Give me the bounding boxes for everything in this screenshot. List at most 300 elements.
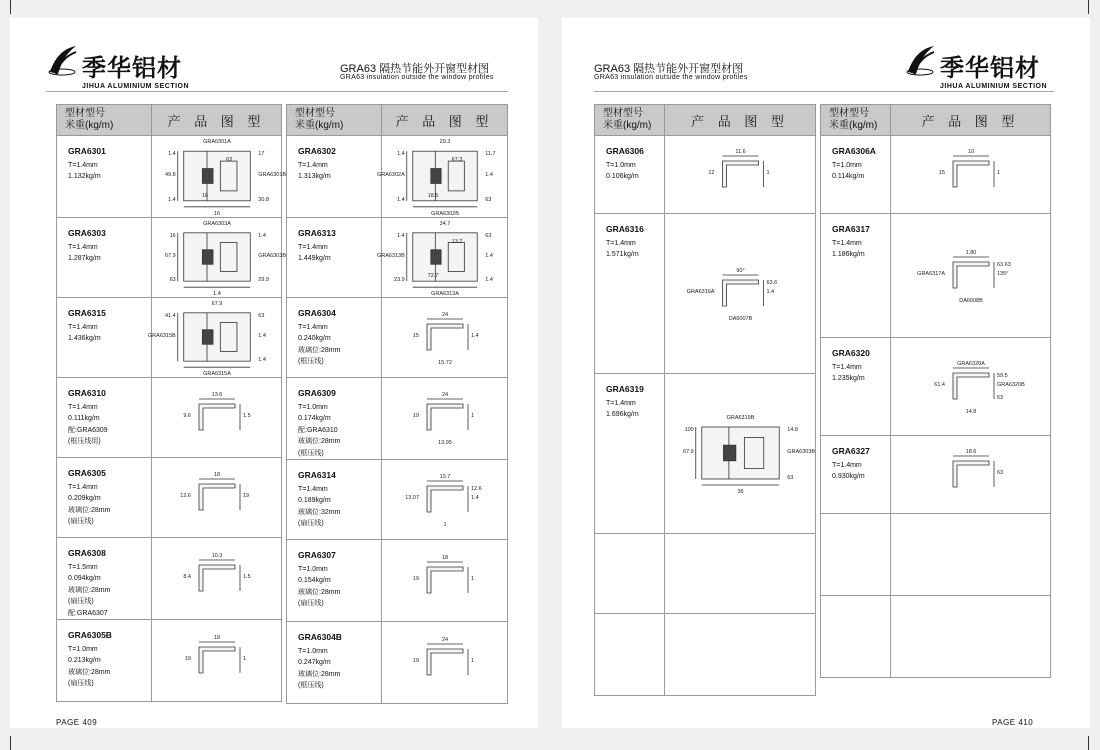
product-info-cell xyxy=(595,136,665,214)
profile-diagram xyxy=(376,218,507,298)
product-id: GRA6304B xyxy=(298,632,342,642)
dimension-label: 29.3 xyxy=(439,139,450,146)
profile-outline xyxy=(199,484,235,510)
dimension-label: 19 xyxy=(184,656,191,662)
product-id: GRA6307 xyxy=(298,550,336,560)
product-spec: 1.235kg/m xyxy=(832,375,865,382)
profile-diagram xyxy=(666,374,815,532)
dimension-label: 1.4 xyxy=(766,289,774,295)
dimension-label: 10.3 xyxy=(211,553,222,559)
product-spec: 0.114kg/m xyxy=(832,173,865,180)
label-header: 型材型号 米重(kg/m) xyxy=(821,105,891,136)
dimension-label: 1 xyxy=(242,656,246,662)
dimension-label: 1.4 xyxy=(396,196,405,203)
product-id: GRA6306A xyxy=(832,146,876,156)
product-info-cell xyxy=(287,298,382,378)
profile-diagram xyxy=(153,218,286,298)
product-spec: 1.571kg/m xyxy=(606,251,639,258)
product-info-cell xyxy=(821,338,891,436)
product-id: GRA6316 xyxy=(606,224,644,234)
profile-outline xyxy=(412,233,476,281)
product-spec: T=1.4mm xyxy=(832,363,862,371)
catalog-table-right-1 xyxy=(594,104,816,696)
thermal-strip xyxy=(202,330,213,345)
dimension-label: GRA6315A xyxy=(202,371,231,378)
dimension-label: 1.4 xyxy=(470,495,479,501)
dimension-label: 135° xyxy=(996,271,1008,277)
dimension-label: 11.7 xyxy=(484,151,496,158)
product-spec: 0.154kg/m xyxy=(298,577,331,584)
page-title: GRA63 隔热节能外开窗型材图 xyxy=(594,63,744,75)
profile-diagram-cell xyxy=(891,338,1051,436)
profile-diagram-cell xyxy=(152,218,286,298)
dimension-label: 24 xyxy=(441,312,448,318)
profile-outline xyxy=(427,486,463,512)
product-spec: 配:GRA6307 xyxy=(68,609,108,617)
product-spec: 0.240kg/m xyxy=(298,335,331,342)
profile-diagram-cell xyxy=(382,540,508,622)
product-spec: 配:GRA6310 xyxy=(298,426,338,434)
product-info-cell xyxy=(821,436,891,514)
product-spec: T=1.0mm xyxy=(68,645,98,653)
product-spec: 玻璃位:28mm xyxy=(298,346,341,354)
profile-outline xyxy=(427,649,463,675)
dimension-label: 36 xyxy=(736,489,744,495)
dimension-label: 18 xyxy=(441,555,448,561)
product-spec: T=1.0mm xyxy=(298,647,328,655)
dimension-label: 1.5 xyxy=(242,574,251,580)
product-spec: T=1.4mm xyxy=(68,243,98,251)
thermal-strip xyxy=(430,250,440,265)
dimension-label: 19 xyxy=(412,658,419,664)
jihua-logo-icon xyxy=(904,44,938,78)
product-spec: (框压线) xyxy=(298,449,324,457)
profile-diagram-cell xyxy=(376,136,508,218)
dimension-label: 13.7 xyxy=(451,238,462,245)
dimension-label: 1 xyxy=(470,576,474,582)
product-spec: 1.186kg/m xyxy=(832,251,865,258)
dimension-label: 63 xyxy=(257,312,264,319)
dimension-label: 67.3 xyxy=(451,157,462,164)
product-spec: (框压线) xyxy=(298,358,324,365)
dimension-label: 18.5 xyxy=(427,192,438,199)
crop-mark xyxy=(1088,736,1089,750)
product-info-cell xyxy=(287,460,382,540)
dimension-label: 1.4 xyxy=(396,232,405,239)
dimension-label: 1.80 xyxy=(965,250,976,256)
dimension-label: 18.6 xyxy=(965,449,976,455)
dimension-label: 11.6 xyxy=(734,149,746,155)
profile-diagram xyxy=(376,136,507,217)
profile-diagram xyxy=(892,436,1050,512)
product-info-cell xyxy=(57,378,152,458)
product-info-cell xyxy=(821,214,891,338)
product-info-cell xyxy=(821,136,891,214)
product-info-cell xyxy=(821,514,891,596)
dimension-label: 63 xyxy=(996,470,1003,476)
diagram-header: 产 品 图 型 xyxy=(382,105,508,136)
profile-diagram xyxy=(666,214,815,372)
dimension-label: 30.8 xyxy=(257,196,269,203)
table-row xyxy=(821,214,1051,338)
table-row xyxy=(287,136,508,218)
product-spec: T=1.4mm xyxy=(298,243,328,251)
table-row xyxy=(57,620,282,702)
profile-diagram-cell xyxy=(891,436,1051,514)
profile-diagram xyxy=(892,214,1050,336)
product-id: GRA6320 xyxy=(832,348,870,358)
dimension-label: 1.4 xyxy=(257,333,266,339)
product-id: GRA6305B xyxy=(68,630,112,640)
table-row xyxy=(287,378,508,460)
dimension-label: 1 xyxy=(766,170,770,176)
profile-diagram xyxy=(383,298,507,376)
dimension-label: 1.4 xyxy=(484,277,493,284)
dimension-label: 12.6 xyxy=(470,486,482,492)
dimension-label: 15 xyxy=(412,333,419,339)
profile-outline xyxy=(953,373,989,399)
dimension-label: 1.4 xyxy=(484,172,493,178)
dimension-label: 1.4 xyxy=(257,357,266,364)
dimension-label: 19 xyxy=(242,493,249,499)
product-spec: (扇压线) xyxy=(298,600,324,607)
dimension-label: 1.4 xyxy=(167,196,176,203)
product-spec: T=1.4mm xyxy=(832,461,862,469)
table-row xyxy=(57,136,282,218)
product-spec: 1.287kg/m xyxy=(68,255,101,262)
dimension-label: 90° xyxy=(735,268,745,274)
dimension-label: GRA6301B xyxy=(257,172,286,178)
jihua-logo-icon xyxy=(46,44,80,78)
profile-diagram-cell xyxy=(665,614,816,696)
dimension-label: 13.6 xyxy=(211,392,222,398)
header-rule xyxy=(46,91,508,92)
dimension-label: 63 xyxy=(169,277,176,284)
product-spec: T=1.0mm xyxy=(298,565,328,573)
profile-outline xyxy=(183,313,250,361)
profile-diagram-cell xyxy=(152,378,282,458)
product-spec: T=1.4mm xyxy=(68,483,98,491)
product-id: GRA6317 xyxy=(832,224,870,234)
product-spec: 1.436kg/m xyxy=(68,335,101,342)
profile-diagram xyxy=(383,378,507,456)
dimension-label: 63.6 xyxy=(766,280,777,286)
table-row xyxy=(595,136,816,214)
table-row xyxy=(595,374,816,534)
dimension-label: 13.07 xyxy=(404,495,419,501)
diagram-header: 产 品 图 型 xyxy=(665,105,816,136)
dimension-label: GRA6316A xyxy=(686,289,714,295)
profile-outline xyxy=(722,161,758,187)
dimension-label: 29.9 xyxy=(257,277,269,284)
thermal-strip xyxy=(723,445,735,461)
page-number: PAGE 410 xyxy=(992,718,1034,727)
product-spec: 0.213kg/m xyxy=(68,657,101,664)
profile-diagram-cell xyxy=(152,538,282,620)
thermal-strip xyxy=(430,169,440,184)
profile-outline xyxy=(953,262,989,288)
dimension-label: GRA6301A xyxy=(202,139,231,146)
right-page xyxy=(562,18,1090,728)
product-id: GRA6301 xyxy=(68,146,106,156)
profile-diagram-cell xyxy=(147,298,282,378)
profile-diagram xyxy=(153,538,281,618)
dimension-label: GRA6317A xyxy=(916,271,945,277)
profile-outline xyxy=(412,151,476,201)
product-spec: 玻璃位:28mm xyxy=(298,438,341,445)
label-header: 型材型号 米重(kg/m) xyxy=(287,105,382,136)
dimension-label: GRA6302A xyxy=(376,172,405,178)
table-row xyxy=(57,218,282,298)
product-spec: T=1.4mm xyxy=(606,239,636,247)
profile-outline xyxy=(199,404,235,430)
dimension-label: 23.9 xyxy=(393,277,405,284)
dimension-label: 34.7 xyxy=(439,220,450,227)
dimension-label: 1.4 xyxy=(470,333,479,339)
table-row xyxy=(821,136,1051,214)
dimension-label: GRA6319B xyxy=(726,415,754,421)
thermal-strip xyxy=(202,169,213,184)
product-info-cell xyxy=(57,620,152,702)
dimension-label: 24 xyxy=(441,392,448,398)
crop-mark xyxy=(10,736,11,750)
dimension-label: 63 xyxy=(484,232,491,239)
table-row xyxy=(595,534,816,614)
profile-outline xyxy=(722,280,758,306)
profile-diagram-cell xyxy=(382,460,508,540)
product-spec: 玻璃位:28mm xyxy=(68,506,111,514)
product-spec: 0.111kg/m xyxy=(68,415,100,422)
profile-diagram xyxy=(892,338,1050,434)
page-subtitle: GRA63 insulation outside the window profiles xyxy=(594,74,748,81)
dimension-label: 8.4 xyxy=(182,574,191,580)
thermal-strip xyxy=(202,250,213,265)
product-spec: 0.930kg/m xyxy=(832,473,865,480)
dimension-label: GRA6313B xyxy=(376,253,405,259)
product-spec: (框压线) xyxy=(298,682,324,689)
table-row xyxy=(595,214,816,374)
product-spec: 0.189kg/m xyxy=(298,497,331,504)
label-header: 型材型号 米重(kg/m) xyxy=(57,105,152,136)
dimension-label: 16 xyxy=(213,210,220,217)
dimension-label: 19 xyxy=(412,413,419,419)
profile-diagram-cell xyxy=(891,136,1051,214)
profile-outline xyxy=(199,647,235,673)
product-spec: (框压线用) xyxy=(68,438,101,445)
profile-diagram-cell xyxy=(891,596,1051,678)
profile-diagram xyxy=(383,622,507,702)
profile-outline xyxy=(427,567,463,593)
dimension-label: 1 xyxy=(470,413,474,419)
product-spec: (扇压线) xyxy=(298,520,324,527)
dimension-label: 24 xyxy=(441,637,448,643)
product-info-cell xyxy=(57,458,152,538)
dimension-label: 67.9 xyxy=(682,449,694,455)
dimension-label: 13.7 xyxy=(439,474,450,480)
dimension-label: 14.8 xyxy=(965,409,976,415)
profile-diagram-cell xyxy=(382,378,508,460)
profile-diagram-cell xyxy=(891,214,1051,338)
dimension-label: 67.9 xyxy=(211,300,222,307)
diagram-header: 产 品 图 型 xyxy=(891,105,1051,136)
dimension-label: 18 xyxy=(213,635,220,641)
product-spec: 0.174kg/m xyxy=(298,415,331,422)
dimension-label: 1.4 xyxy=(167,151,176,158)
dimension-label: 19 xyxy=(412,576,419,582)
product-spec: (扇压线) xyxy=(68,680,94,687)
table-row xyxy=(287,622,508,704)
crop-mark xyxy=(10,0,11,14)
product-info-cell xyxy=(821,596,891,678)
product-id: GRA6306 xyxy=(606,146,644,156)
brand-name: 季华铝材 xyxy=(82,55,182,82)
dimension-label: 100 xyxy=(684,427,694,433)
dimension-label: 63 xyxy=(225,157,232,164)
product-info-cell xyxy=(57,136,152,218)
product-spec: T=1.4mm xyxy=(298,323,328,331)
table-row xyxy=(57,538,282,620)
dimension-label: 72.7 xyxy=(427,273,438,280)
profile-diagram xyxy=(147,298,281,378)
dimension-label: 1.4 xyxy=(484,253,493,259)
dimension-label: 9.6 xyxy=(182,413,191,419)
dimension-label: 16 xyxy=(201,192,208,199)
product-spec: 玻璃位:28mm xyxy=(68,668,111,676)
product-spec: (扇压线) xyxy=(68,598,94,605)
profile-diagram-cell xyxy=(665,534,816,614)
dimension-label: 41.4 xyxy=(164,312,176,319)
table-row xyxy=(57,298,282,378)
dimension-label: GRA6303B xyxy=(257,253,286,259)
brand-name: 季华铝材 xyxy=(940,55,1040,82)
table-row xyxy=(821,596,1051,678)
product-id: GRA6313 xyxy=(298,228,336,238)
dimension-label: 12 xyxy=(707,170,714,176)
dimension-label: 1.4 xyxy=(396,151,405,158)
dimension-label: GRA6320B xyxy=(996,382,1025,388)
profile-diagram xyxy=(383,460,507,538)
table-row xyxy=(287,540,508,622)
product-id: GRA6310 xyxy=(68,388,106,398)
dimension-label: 1 xyxy=(470,658,474,664)
profile-outline xyxy=(953,461,989,487)
profile-diagram xyxy=(666,136,815,212)
product-spec: (扇压线) xyxy=(68,518,94,525)
profile-diagram xyxy=(153,136,286,217)
product-spec: 玻璃位:28mm xyxy=(68,586,111,594)
profile-outline xyxy=(427,404,463,430)
profile-diagram xyxy=(153,458,281,536)
dimension-label: 18 xyxy=(213,472,220,478)
table-row xyxy=(287,298,508,378)
product-spec: 玻璃位:28mm xyxy=(298,670,341,678)
catalog-table-left-2 xyxy=(286,104,508,704)
product-spec: 配:GRA6309 xyxy=(68,426,108,434)
profile-diagram xyxy=(153,378,281,456)
profile-diagram-cell xyxy=(152,458,282,538)
product-info-cell xyxy=(287,218,382,298)
dimension-label: DA6008B xyxy=(958,298,983,304)
label-header: 型材型号 米重(kg/m) xyxy=(595,105,665,136)
dimension-label: 61.4 xyxy=(933,382,945,388)
dimension-label: 63 xyxy=(996,395,1003,401)
profile-diagram-cell xyxy=(665,136,816,214)
dimension-label: 1.4 xyxy=(257,232,266,239)
dimension-label: 63 xyxy=(484,196,491,203)
table-row xyxy=(57,458,282,538)
brand-sub: JIHUA ALUMINIUM SECTION xyxy=(82,83,190,90)
dimension-label: 1 xyxy=(442,522,447,528)
dimension-label: 1 xyxy=(996,170,1000,176)
profile-outline xyxy=(183,151,250,201)
profile-outline xyxy=(953,161,989,187)
dimension-label: 16 xyxy=(169,232,176,239)
table-row xyxy=(287,460,508,540)
product-spec: T=1.4mm xyxy=(68,403,98,411)
dimension-label: 12.6 xyxy=(179,493,191,499)
profile-diagram-cell xyxy=(152,620,282,702)
product-id: GRA6319 xyxy=(606,384,644,394)
diagram-header: 产 品 图 型 xyxy=(152,105,282,136)
profile-diagram-cell xyxy=(665,374,816,534)
product-info-cell xyxy=(595,534,665,614)
product-id: GRA6309 xyxy=(298,388,336,398)
product-spec: 1.132kg/m xyxy=(68,173,101,180)
dimension-label: GRA6303B xyxy=(786,449,815,455)
profile-outline xyxy=(183,233,250,281)
dimension-label: GRA6303A xyxy=(202,220,231,227)
profile-diagram xyxy=(153,620,281,700)
dimension-label: GRA6302B xyxy=(430,210,459,217)
table-row xyxy=(57,378,282,458)
product-spec: T=1.0mm xyxy=(298,403,328,411)
product-id: GRA6315 xyxy=(68,308,106,318)
profile-diagram-cell xyxy=(382,622,508,704)
header-rule xyxy=(594,91,1054,92)
dimension-label: 13.95 xyxy=(437,440,452,446)
catalog-table-left-1 xyxy=(56,104,286,702)
product-id: GRA6305 xyxy=(68,468,106,478)
product-spec: 1.449kg/m xyxy=(298,255,331,262)
product-info-cell xyxy=(287,540,382,622)
dimension-label: GRA6320A xyxy=(956,361,985,367)
dimension-label: 1.5 xyxy=(242,413,251,419)
profile-diagram-cell xyxy=(152,136,286,218)
dimension-label: 63 xyxy=(786,475,793,481)
page-title: GRA63 隔热节能外开窗型材图 xyxy=(340,63,490,75)
product-spec: 玻璃位:28mm xyxy=(298,588,341,596)
brand-sub: JIHUA ALUMINIUM SECTION xyxy=(940,83,1048,90)
product-spec: 玻璃位:32mm xyxy=(298,508,341,516)
product-info-cell xyxy=(287,622,382,704)
table-row xyxy=(595,614,816,696)
product-id: GRA6314 xyxy=(298,470,336,480)
table-row xyxy=(287,218,508,298)
product-id: GRA6304 xyxy=(298,308,336,318)
product-spec: T=1.4mm xyxy=(68,323,98,331)
dimension-label: 59.5 xyxy=(996,373,1008,379)
crop-mark xyxy=(1088,0,1089,14)
product-spec: 0.094kg/m xyxy=(68,575,101,582)
dimension-label: DA6007B xyxy=(728,316,752,322)
dimension-label: 63.63 xyxy=(996,262,1011,268)
dimension-label: 15 xyxy=(938,170,945,176)
catalog-table-right-2 xyxy=(820,104,1051,678)
product-spec: 1.696kg/m xyxy=(606,411,639,418)
product-spec: T=1.4mm xyxy=(606,399,636,407)
product-id: GRA6308 xyxy=(68,548,106,558)
profile-diagram-cell xyxy=(382,298,508,378)
